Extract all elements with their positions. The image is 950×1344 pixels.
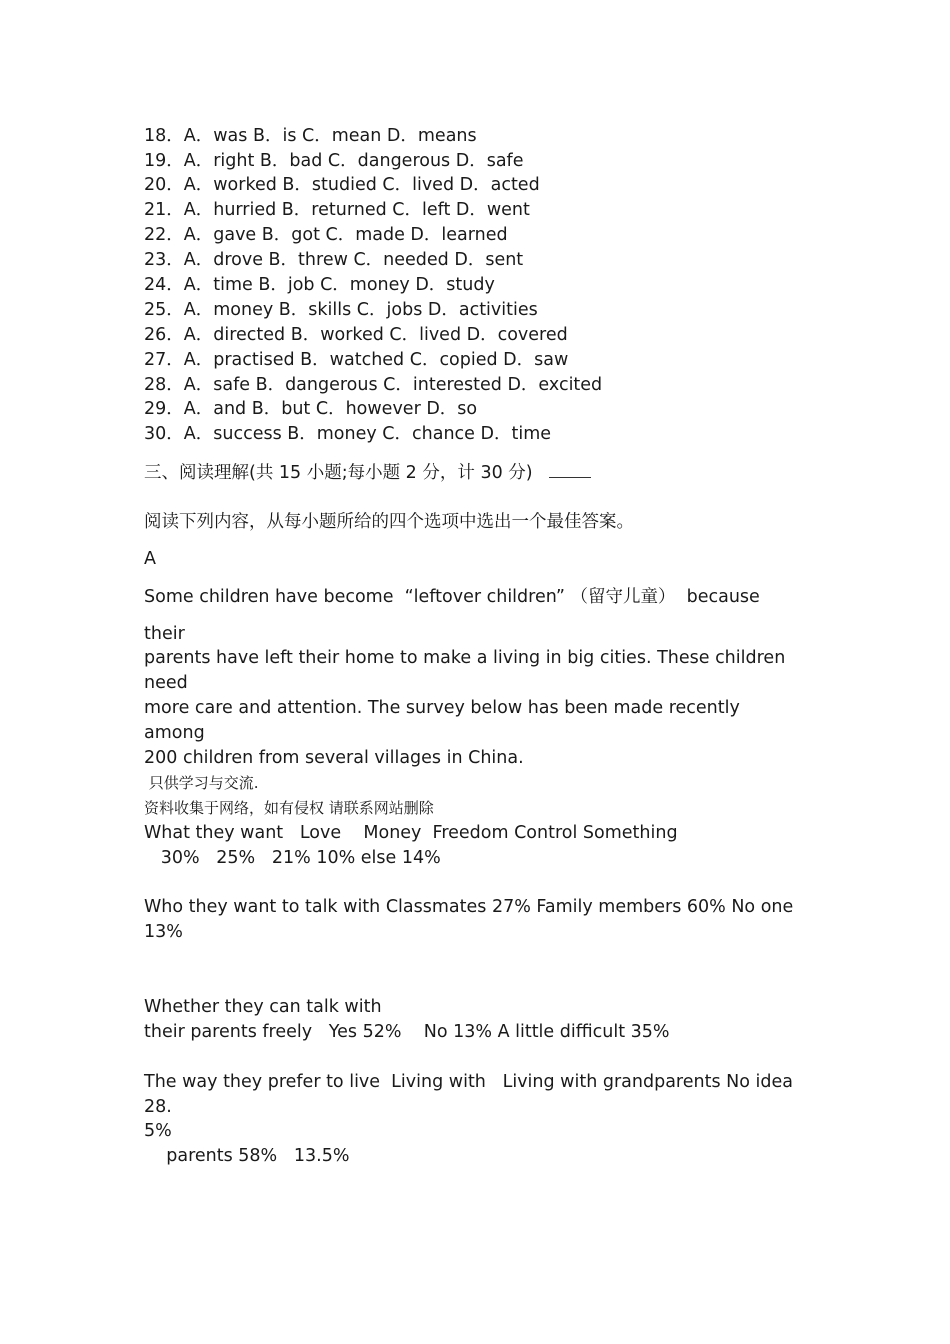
question-20: 20．A．worked B．studied C．lived D．acted: [144, 175, 540, 195]
survey-line: their parents freely Yes 52% No 13% A little difficult 35%: [144, 1022, 670, 1042]
passage-line: parents have left their home to make a living in big cities. These children: [144, 648, 786, 668]
survey-line: parents 58% 13.5%: [144, 1146, 350, 1166]
question-21: 21．A．hurried B．returned C．left D．went: [144, 200, 530, 220]
survey-line: What they want Love Money Freedom Control Something: [144, 823, 678, 843]
question-23: 23．A．drove B．threw C．needed D．sent: [144, 250, 524, 270]
passage-line: more care and attention. The survey below has been made recently: [144, 698, 740, 718]
survey-line: Whether they can talk with: [144, 997, 382, 1017]
watermark-line: 资料收集于网络，如有侵权 请联系网站删除: [144, 799, 434, 817]
question-19: 19．A．right B．bad C．dangerous D．safe: [144, 151, 524, 171]
watermark-line: 只供学习与交流.: [144, 774, 259, 792]
passage-line: among: [144, 723, 205, 743]
answer-blank: [549, 463, 591, 478]
passage-line: 200 children from several villages in China.: [144, 748, 524, 768]
question-30: 30．A．success B．money C．chance D．time: [144, 424, 552, 444]
instruction: 阅读下列内容，从每小题所给的四个选项中选出一个最佳答案。: [144, 512, 634, 532]
question-27: 27．A．practised B．watched C．copied D．saw: [144, 350, 569, 370]
question-29: 29．A．and B．but C．however D．so: [144, 399, 478, 419]
survey-line: The way they prefer to live Living with Living with grandparents No idea: [144, 1072, 793, 1092]
question-25: 25．A．money B．skills C．jobs D．activities: [144, 300, 538, 320]
passage-line: their: [144, 624, 185, 644]
survey-line: 13%: [144, 922, 183, 942]
passage-line: need: [144, 673, 188, 693]
section-title: [144, 461, 591, 485]
question-18: 18．A．was B．is C．mean D．means: [144, 126, 477, 146]
question-24: 24．A．time B．job C．money D．study: [144, 275, 495, 295]
survey-line: Who they want to talk with Classmates 27% Family members 60% No one: [144, 897, 794, 917]
passage-label: A: [144, 549, 156, 569]
passage-line: Some children have become “leftover children” （留守儿童） because: [144, 587, 760, 607]
survey-line: 5%: [144, 1121, 172, 1141]
question-22: 22．A．gave B．got C．made D．learned: [144, 225, 508, 245]
survey-line: 30% 25% 21% 10% else 14%: [144, 848, 441, 868]
question-28: 28．A．safe B．dangerous C．interested D．excited: [144, 375, 603, 395]
section-title-text: 三、阅读理解(共 15 小题;每小题 2 分，计 30 分): [144, 463, 533, 483]
survey-line: 28.: [144, 1097, 172, 1117]
question-26: 26．A．directed B．worked C．lived D．covered: [144, 325, 568, 345]
